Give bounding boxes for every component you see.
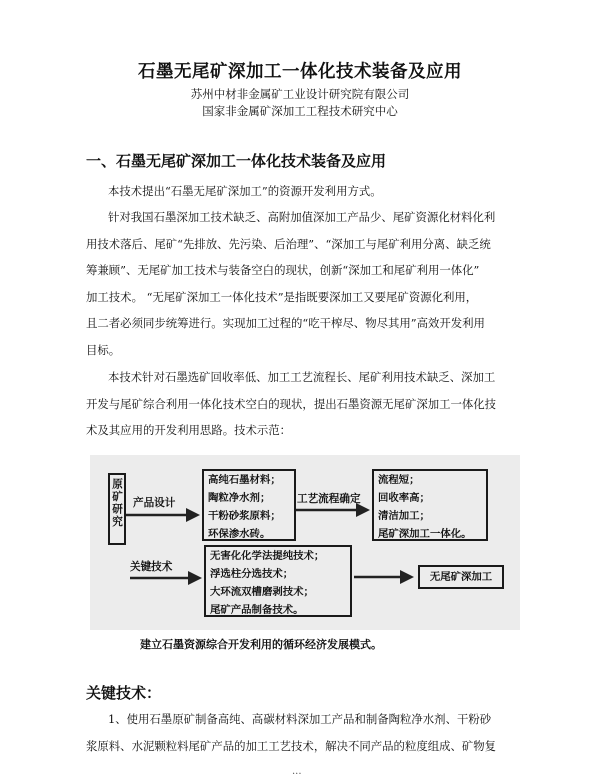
technology-item: 大环流双槽磨剥技术；: [210, 586, 314, 598]
key-tech-label: 关键技术: [130, 561, 173, 573]
org-line-1: 苏州中材非金属矿工业设计研究院有限公司: [190, 87, 410, 101]
paragraph-3-line: 术及其应用的开发利用思路。技术示范：: [86, 423, 292, 437]
product-design-label: 产品设计: [133, 497, 176, 509]
technology-item: 无害化化学法提纯技术；: [210, 550, 325, 562]
paragraph-2-line: 筹兼顾”、无尾矿加工技术与装备空白的现状，创新“深加工和尾矿利用一体化”: [86, 263, 480, 277]
result-label: 无尾矿深加工: [429, 571, 493, 583]
section-2-heading: 关键技术：: [86, 684, 162, 702]
arrow-head-product-design: [186, 508, 200, 522]
outcome-item: 回收率高；: [378, 492, 430, 504]
technology-item: 浮选柱分选技术；: [210, 568, 294, 580]
page-number: ...: [292, 766, 302, 777]
section-2-line: 1、使用石墨原矿制备高纯、高碳材料深加工产品和制备陶粒净水剂、干粉砂: [108, 712, 492, 726]
section-2-body: [86, 706, 496, 759]
paragraph-2-line: 用技术落后、尾矿“先排放、先污染、后治理”、“深加工与尾矿利用分离、缺乏统: [86, 236, 491, 251]
paragraph-2-line: 针对我国石墨深加工技术缺乏、高附加值深加工产品少、尾矿资源化材料化利: [108, 210, 496, 224]
product-item: 高纯石墨材料；: [208, 474, 281, 486]
process-label: 工艺流程确定: [297, 493, 361, 505]
arrow-head-result: [400, 570, 414, 584]
result-box: [418, 565, 504, 589]
process-diagram: [90, 455, 520, 630]
technology-item: 尾矿产品制备技术。: [210, 604, 304, 616]
paragraph-2-line: 加工技术。 “无尾矿深加工一体化技术”是指既要深加工又要尾矿资源化利用，: [86, 289, 478, 304]
paragraph-2-line: 且二者必须同步统筹进行。实现加工过程的“吃干榨尽、物尽其用”高效开发利用: [86, 316, 485, 330]
outcomes-box: [372, 469, 488, 541]
product-item: 干粉砂浆原料；: [208, 510, 281, 522]
page-title: 石墨无尾矿深加工一体化技术装备及应用: [138, 62, 462, 82]
paragraph-3: [86, 364, 496, 444]
paragraph-3-line: 本技术针对石墨选矿回收率低、加工工艺流程长、尾矿利用技术缺乏、深加工: [108, 370, 496, 384]
product-item: 环保渗水砖。: [208, 528, 271, 540]
section-1-heading: 一、石墨无尾矿深加工一体化技术装备及应用: [86, 152, 387, 170]
technologies-box: [204, 545, 352, 617]
paragraph-2: [86, 204, 495, 363]
paragraph-2-line: 目标。: [86, 342, 121, 357]
section-2-line: 浆原料、水泥颗粒料尾矿产品的加工工艺技术，解决不同产品的粒度组成、矿物复: [86, 738, 497, 753]
org-line-2: 国家非金属矿深加工工程技术研究中心: [202, 104, 398, 118]
outcome-item: 尾矿深加工一体化。: [378, 528, 472, 540]
research-box: [108, 473, 126, 545]
products-box: [202, 469, 296, 541]
outcome-item: 清洁加工；: [378, 510, 430, 522]
paragraph-1-line: 本技术提出“石墨无尾矿深加工”的资源开发利用方式。: [108, 184, 382, 198]
diagram-caption: 建立石墨资源综合开发利用的循环经济发展模式。: [140, 638, 382, 651]
outcome-item: 流程短；: [378, 474, 420, 486]
arrow-head-key-tech: [188, 571, 202, 585]
paragraph-3-line: 开发与尾矿综合利用一体化技术空白的现状，提出石墨资源无尾矿深加工一体化技: [86, 396, 497, 411]
product-item: 陶粒净水剂；: [208, 492, 271, 504]
research-label: 原矿研究: [111, 478, 123, 529]
